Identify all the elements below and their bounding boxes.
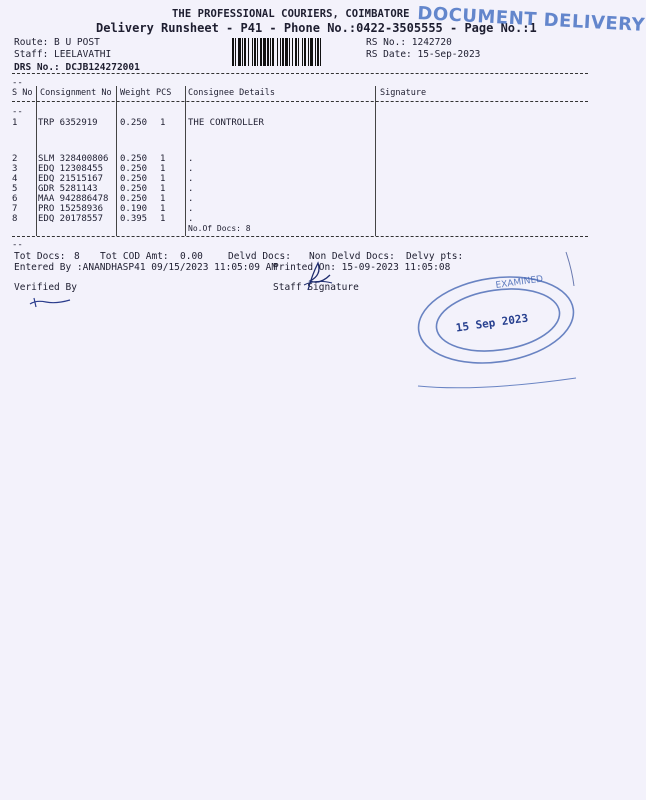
col-header-pcs: PCS	[156, 88, 172, 98]
stamp-label: EXAMINED	[495, 274, 544, 291]
rs-number: RS No.: 1242720	[366, 37, 452, 48]
stamp-date: 15 Sep 2023	[454, 311, 529, 335]
row-sno: 2	[12, 154, 18, 164]
barcode-icon	[232, 38, 358, 66]
row-consignment: TRP 6352919	[38, 118, 98, 128]
col-header-sno: S No	[12, 88, 33, 98]
row-pcs: 1	[160, 214, 166, 224]
row-consignee: .	[188, 214, 194, 224]
verified-signature-icon	[26, 292, 86, 310]
dash-marker: --	[12, 240, 23, 250]
row-consignee: THE CONTROLLER	[188, 118, 264, 128]
no-of-docs: No.Of Docs: 8	[188, 224, 251, 233]
tot-cod-value: 0.00	[180, 251, 203, 262]
tot-cod-label: Tot COD Amt:	[100, 251, 169, 262]
staff-signature-label: Staff Signature	[273, 282, 359, 293]
row-consignee: .	[188, 174, 194, 184]
row-consignment: EDQ 20178557	[38, 214, 104, 224]
row-consignee: .	[188, 204, 194, 214]
column-divider	[116, 86, 117, 236]
row-pcs: 1	[160, 204, 166, 214]
row-weight: 0.250	[120, 154, 148, 164]
rs-date: RS Date: 15-Sep-2023	[366, 49, 481, 60]
col-header-consignee: Consignee Details	[188, 88, 275, 98]
row-pcs: 1	[160, 164, 166, 174]
document-delivery-stamp: DOCUMENT DELIVERY	[416, 3, 646, 36]
row-weight: 0.395	[120, 214, 148, 224]
row-weight: 0.250	[120, 174, 148, 184]
row-pcs: 1	[160, 174, 166, 184]
column-divider	[36, 86, 37, 236]
row-pcs: 1	[160, 194, 166, 204]
entered-by: Entered By :ANANDHASP41 09/15/2023 11:05:09 AM	[14, 262, 278, 273]
dash-marker: --	[12, 78, 23, 88]
row-sno: 7	[12, 204, 18, 214]
row-consignee: .	[188, 154, 194, 164]
tot-docs-label: Tot Docs:	[14, 251, 66, 262]
row-consignee: .	[188, 164, 194, 174]
divider	[12, 236, 588, 237]
row-weight: 0.250	[120, 194, 148, 204]
staff-label: Staff: LEELAVATHI	[14, 49, 112, 60]
row-sno: 1	[12, 118, 18, 128]
printed-on: Printed On: 15-09-2023 11:05:08	[273, 262, 451, 273]
row-consignment: MAA 942886478	[38, 194, 109, 204]
dash-marker: --	[12, 107, 23, 117]
row-pcs: 1	[160, 118, 166, 128]
column-divider	[185, 86, 186, 236]
drs-number: DRS No.: DCJB124272001	[14, 62, 140, 73]
row-consignment: PRO 15258936	[38, 204, 104, 214]
divider	[12, 73, 588, 74]
col-header-weight: Weight	[120, 88, 151, 98]
non-delvd-docs-label: Non Delvd Docs:	[309, 251, 395, 262]
divider	[12, 101, 588, 102]
row-sno: 4	[12, 174, 18, 184]
row-pcs: 1	[160, 184, 166, 194]
delvy-pts-label: Delvy pts:	[406, 251, 464, 262]
row-weight: 0.250	[120, 184, 148, 194]
col-header-consignment: Consignment No	[40, 88, 112, 98]
row-pcs: 1	[160, 154, 166, 164]
column-divider	[375, 86, 376, 236]
runsheet-title: Delivery Runsheet - P41 - Phone No.:0422-3505555 - Page No.:1	[96, 21, 537, 35]
row-sno: 5	[12, 184, 18, 194]
tot-docs-value: 8	[74, 251, 80, 262]
delvd-docs-label: Delvd Docs:	[228, 251, 291, 262]
col-header-signature: Signature	[380, 88, 427, 98]
row-consignment: GDR 5281143	[38, 184, 98, 194]
row-consignment: SLM 328400806	[38, 154, 109, 164]
examined-stamp-icon	[408, 268, 588, 396]
route-label: Route: B U POST	[14, 37, 100, 48]
verified-by-label: Verified By	[14, 282, 77, 293]
row-sno: 6	[12, 194, 18, 204]
row-consignee: .	[188, 184, 194, 194]
row-weight: 0.250	[120, 118, 148, 128]
row-consignee: .	[188, 194, 194, 204]
row-sno: 8	[12, 214, 18, 224]
company-name: THE PROFESSIONAL COURIERS, COIMBATORE	[172, 8, 410, 20]
staff-signature-icon	[298, 255, 338, 295]
row-weight: 0.250	[120, 164, 148, 174]
row-consignment: EDQ 21515167	[38, 174, 104, 184]
row-weight: 0.190	[120, 204, 148, 214]
row-consignment: EDQ 12308455	[38, 164, 104, 174]
row-sno: 3	[12, 164, 18, 174]
